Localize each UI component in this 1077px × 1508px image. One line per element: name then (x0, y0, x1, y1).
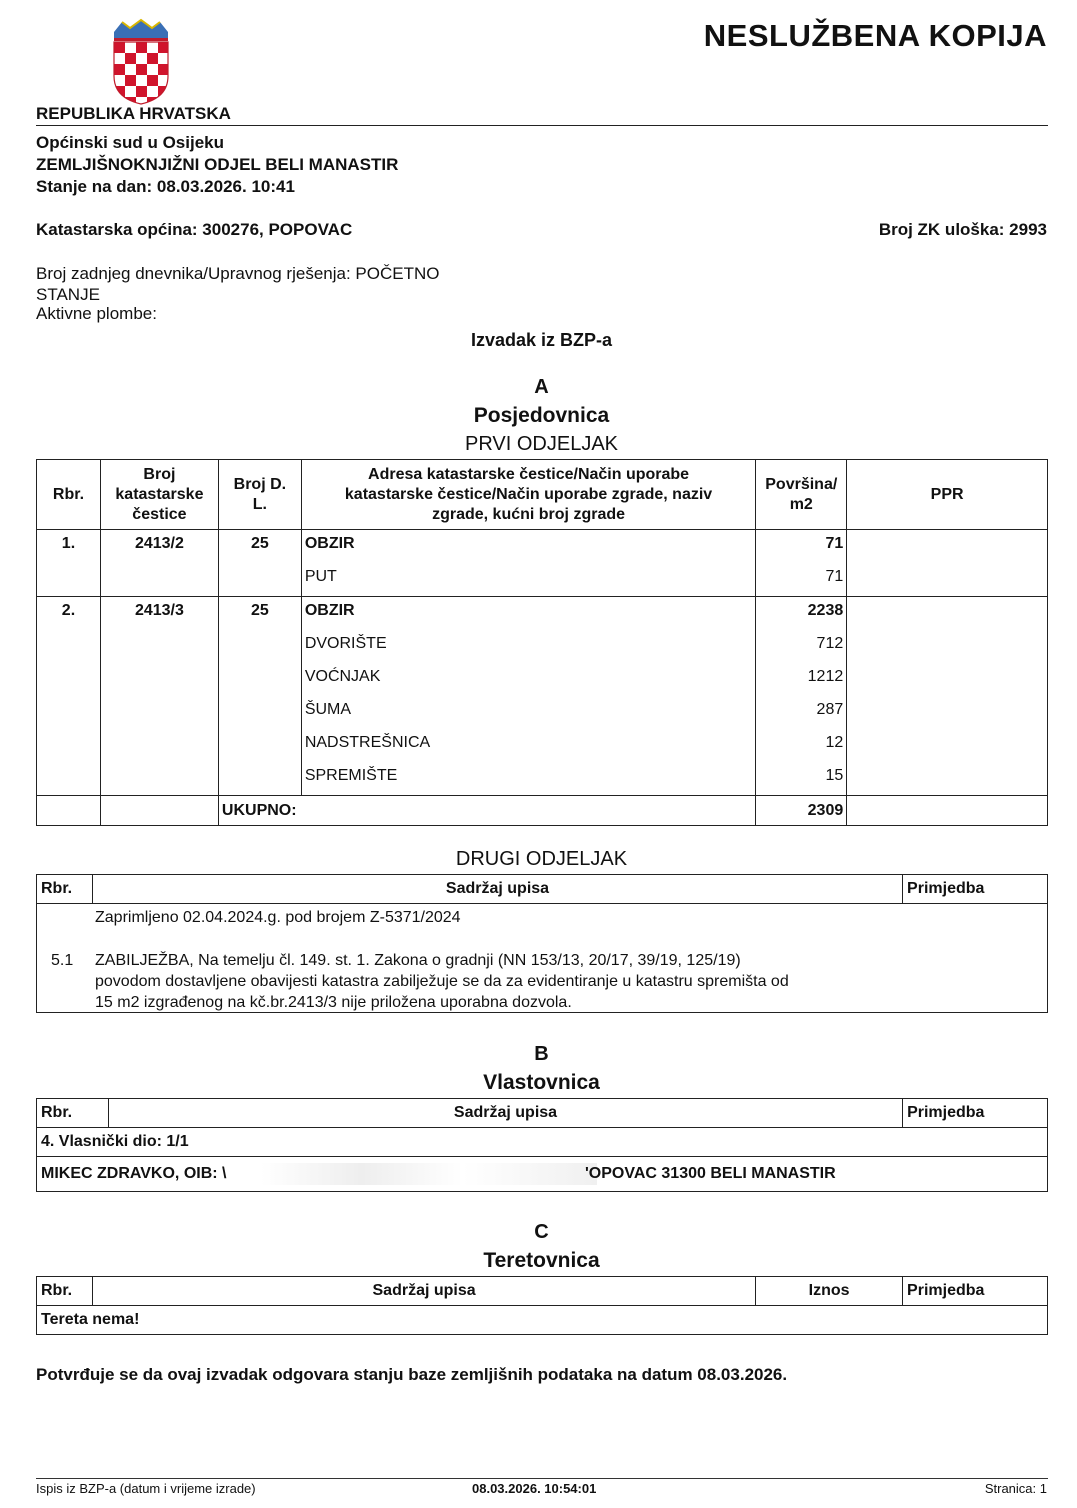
footer-page: Stranica: 1 (984, 1481, 1047, 1496)
col-parcel (100, 460, 218, 530)
redacted-area (261, 1163, 597, 1185)
col-note: Primjedba (903, 1277, 1048, 1306)
col-rbr: Rbr. (37, 460, 101, 530)
part2-title: DRUGI ODJELJAK (455, 848, 628, 870)
active-seals: Aktivne plombe: (36, 304, 157, 323)
col-address-line-2: katastarske čestice/Način uporabe zgrade, naziv (344, 485, 713, 503)
col-parcel-line-2: katastarske (115, 485, 204, 503)
col-rbr: Rbr. (37, 875, 93, 904)
area-value: 12 (825, 734, 844, 751)
section-a-letter: A (534, 376, 549, 398)
section-b-letter: B (534, 1043, 549, 1065)
table-header-row (37, 875, 1048, 904)
area-value: 71 (825, 535, 844, 552)
col-amount: Iznos (756, 1277, 903, 1306)
col-parcel-line-3: čestice (132, 505, 187, 523)
row-rbr: 1. (37, 530, 101, 597)
last-journal-line-2: STANJE (36, 285, 100, 304)
department-name: ZEMLJIŠNOKNJIŽNI ODJEL BELI MANASTIR (36, 155, 399, 174)
owner-row (37, 1157, 1048, 1192)
col-area (756, 460, 847, 530)
entry-line-1: ZABILJEŽBA, Na temelju čl. 149. st. 1. Zakona o gradnji (NN 153/13, 20/17, 39/19, 125/19) (95, 952, 741, 969)
col-broj-dl (218, 460, 301, 530)
area-value: 15 (825, 767, 844, 784)
owner-address: 'OPOVAC 31300 BELI MANASTIR (585, 1165, 836, 1182)
col-content: Sadržaj upisa (108, 1099, 902, 1128)
country-name: REPUBLIKA HRVATSKA (36, 104, 231, 123)
table-header-row (37, 1099, 1048, 1128)
court-name: Općinski sud u Osijeku (36, 133, 224, 152)
col-note: Primjedba (903, 875, 1048, 904)
encumbrance-table (36, 1276, 1048, 1335)
row-areas (756, 530, 847, 597)
col-rbr: Rbr. (37, 1099, 109, 1128)
col-address-line-3: zgrade, kućni broj zgrade (432, 505, 626, 523)
section-c-letter: C (534, 1221, 549, 1243)
col-area-line-1: Površina/ (765, 475, 838, 493)
area-value: 71 (825, 568, 844, 585)
extract-title: Izvadak iz BZP-a (470, 330, 613, 350)
table-header-row (37, 1277, 1048, 1306)
col-area-line-2: m2 (789, 495, 813, 513)
part1-title: PRVI ODJELJAK (464, 433, 619, 455)
footer-divider (36, 1478, 1048, 1479)
entry-line-3: 15 m2 izgrađenog na kč.br.2413/3 nije priložena uporabna dozvola. (95, 994, 572, 1011)
col-parcel-line-1: Broj (143, 465, 176, 483)
row-uses (301, 597, 755, 796)
row-uses (301, 530, 755, 597)
second-part-table (36, 874, 1048, 1013)
state-date: Stanje na dan: 08.03.2026. 10:41 (36, 177, 295, 196)
total-label: UKUPNO: (218, 796, 755, 826)
col-address (301, 460, 755, 530)
area-value: 712 (816, 635, 844, 652)
footer-left: Ispis iz BZP-a (datum i vrijeme izrade) (36, 1481, 256, 1496)
row-dl: 25 (218, 597, 301, 796)
col-content: Sadržaj upisa (92, 875, 902, 904)
possession-table (36, 459, 1048, 826)
table-row (37, 530, 1048, 597)
row-rbr: 2. (37, 597, 101, 796)
use-item: OBZIR (304, 535, 355, 552)
use-item: ŠUMA (304, 701, 352, 718)
entry-number: 5.1 (51, 952, 74, 969)
use-item: SPREMIŠTE (304, 767, 398, 784)
ownership-table (36, 1098, 1048, 1192)
row-dl: 25 (218, 530, 301, 597)
col-ppr: PPR (847, 460, 1048, 530)
received-line: Zaprimljeno 02.04.2024.g. pod brojem Z-5371/2024 (95, 909, 461, 926)
use-item: OBZIR (304, 602, 355, 619)
area-value: 1212 (807, 668, 844, 685)
row-areas (756, 597, 847, 796)
use-item: DVORIŠTE (304, 635, 387, 652)
unofficial-copy-watermark: NESLUŽBENA KOPIJA (703, 18, 1047, 53)
owner-name: MIKEC ZDRAVKO, OIB: \ (41, 1165, 227, 1182)
total-row (37, 796, 1048, 826)
section-c-title: Teretovnica (483, 1249, 600, 1272)
croatian-coat-of-arms-icon (108, 18, 174, 106)
no-encumbrance: Tereta nema! (37, 1306, 1048, 1335)
col-note: Primjedba (903, 1099, 1048, 1128)
table-header-row (37, 460, 1048, 530)
total-value: 2309 (756, 796, 847, 826)
cadastral-municipality: Katastarska općina: 300276, POPOVAC (36, 220, 353, 239)
table-row (37, 1306, 1048, 1335)
area-value: 287 (816, 701, 844, 718)
row-ppr (847, 597, 1048, 796)
table-row (37, 1128, 1048, 1157)
footer-datetime: 08.03.2026. 10:54:01 (472, 1481, 597, 1496)
col-broj-dl-line-1: Broj D. (233, 475, 287, 493)
section-a-title: Posjedovnica (473, 404, 610, 427)
last-journal-line-1: Broj zadnjeg dnevnika/Upravnog rješenja: POČETNO (36, 264, 440, 283)
confirmation-text: Potvrđuje se da ovaj izvadak odgovara stanju baze zemljišnih podataka na datum 08.03.2026. (36, 1365, 788, 1384)
use-item: VOĆNJAK (304, 668, 381, 685)
zk-number: Broj ZK uloška: 2993 (878, 220, 1047, 239)
col-broj-dl-line-2: L. (252, 495, 267, 513)
header-divider (36, 125, 1048, 126)
col-content: Sadržaj upisa (92, 1277, 755, 1306)
table-row (37, 904, 1048, 1013)
ownership-share: 4. Vlasnički dio: 1/1 (37, 1128, 1048, 1157)
section-b-title: Vlastovnica (483, 1071, 600, 1094)
area-value: 2238 (807, 602, 844, 619)
row-ppr (847, 530, 1048, 597)
col-rbr: Rbr. (37, 1277, 93, 1306)
entry-line-2: povodom dostavljene obavijesti katastra zabilježuje se da za evidentiranje u katastru spremišta od (95, 973, 789, 990)
table-row (37, 597, 1048, 796)
use-item: NADSTREŠNICA (304, 734, 431, 751)
col-address-line-1: Adresa katastarske čestice/Način uporabe (368, 465, 690, 483)
use-item: PUT (304, 568, 337, 585)
row-parcel: 2413/3 (100, 597, 218, 796)
row-parcel: 2413/2 (100, 530, 218, 597)
table-row (37, 1157, 1048, 1192)
